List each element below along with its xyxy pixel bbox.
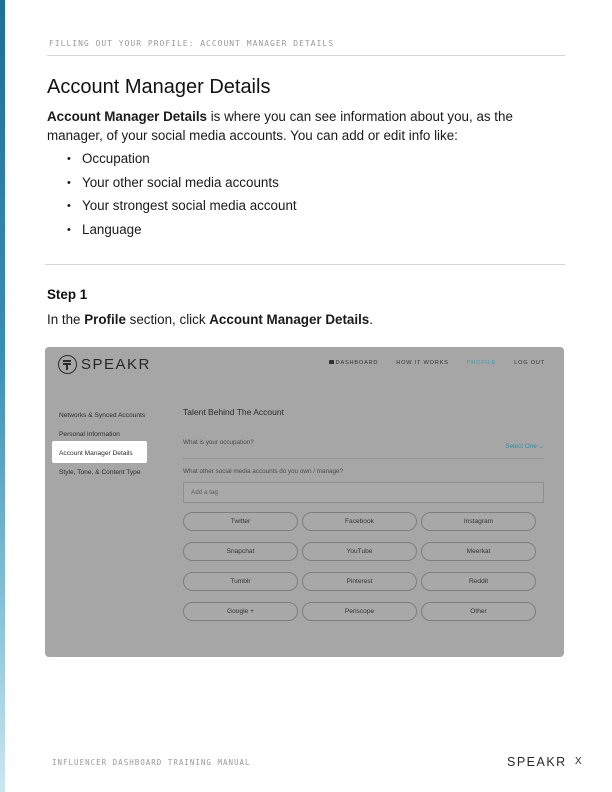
- nav-how-it-works[interactable]: HOW IT WORKS: [396, 360, 449, 366]
- content-title: Talent Behind The Account: [183, 407, 284, 417]
- nav-dashboard[interactable]: [329, 360, 379, 366]
- add-tag-placeholder: Add a tag: [191, 489, 218, 496]
- home-icon: [329, 360, 334, 364]
- speakr-logo-icon: [58, 355, 77, 374]
- section-title: Account Manager Details: [47, 76, 271, 98]
- sidebar-item-personal-info[interactable]: Personal Information: [59, 431, 120, 438]
- page-edge-bar: [0, 0, 5, 792]
- step-title: Step 1: [47, 287, 88, 302]
- profile-sidebar: [59, 411, 145, 487]
- network-button-meerkat[interactable]: Meerkat: [421, 542, 536, 561]
- network-button-google-plus[interactable]: Google +: [183, 602, 298, 621]
- intro-text: is where you can see information about you, as the manager, of your social media accounts. You can add or edit info like:: [47, 109, 513, 143]
- speakr-logo[interactable]: [58, 355, 151, 374]
- footer-title: INFLUENCER DASHBOARD TRAINING MANUAL: [52, 758, 251, 767]
- network-button-tumblr[interactable]: Tumblr: [183, 572, 298, 591]
- occupation-field-line: [183, 458, 544, 459]
- step-bold-profile: Profile: [84, 312, 126, 327]
- footer-brand-logo: SPEAKR: [507, 755, 567, 769]
- list-item: • Language: [67, 221, 297, 245]
- nav-log-out[interactable]: LOG OUT: [514, 360, 545, 366]
- list-item: • Your strongest social media account: [67, 197, 297, 221]
- network-button-facebook[interactable]: Facebook: [302, 512, 417, 531]
- accounts-question: What other social media accounts do you own / manage?: [183, 468, 343, 475]
- speakr-logo-text: SPEAKR: [81, 356, 151, 373]
- nav-profile[interactable]: PROFILE: [466, 360, 497, 366]
- network-button-other[interactable]: Other: [421, 602, 536, 621]
- section-divider: [45, 264, 565, 265]
- step-text-post: .: [369, 312, 373, 327]
- network-button-twitter[interactable]: Twitter: [183, 512, 298, 531]
- app-screenshot: [45, 347, 564, 657]
- list-item: • Your other social media accounts: [67, 174, 297, 198]
- network-button-youtube[interactable]: YouTube: [302, 542, 417, 561]
- top-navigation: [329, 360, 545, 366]
- occupation-select[interactable]: Select One ⌄: [505, 443, 544, 450]
- running-head: FILLING OUT YOUR PROFILE: ACCOUNT MANAGER DETAILS: [49, 39, 335, 48]
- step-instruction: [47, 312, 373, 327]
- sidebar-item-account-manager-details[interactable]: Account Manager Details: [59, 450, 133, 457]
- list-item: • Occupation: [67, 150, 297, 174]
- sidebar-item-style-tone[interactable]: Style, Tone, & Content Type: [59, 469, 141, 476]
- page-number: X: [575, 756, 582, 767]
- step-bold-amd: Account Manager Details: [209, 312, 370, 327]
- network-button-periscope[interactable]: Periscope: [302, 602, 417, 621]
- intro-paragraph: [47, 107, 557, 145]
- network-button-instagram[interactable]: Instagram: [421, 512, 536, 531]
- sidebar-item-networks[interactable]: Networks & Synced Accounts: [59, 412, 146, 419]
- occupation-question: What is your occupation?: [183, 439, 254, 446]
- header-divider: [47, 55, 565, 56]
- intro-bold: Account Manager Details: [47, 109, 207, 124]
- add-tag-input[interactable]: [183, 482, 544, 503]
- step-text-pre: In the: [47, 312, 85, 327]
- feature-list: [67, 150, 297, 245]
- network-button-pinterest[interactable]: Pinterest: [302, 572, 417, 591]
- network-button-reddit[interactable]: Reddit: [421, 572, 536, 591]
- nav-dashboard-label: DASHBOARD: [335, 360, 379, 366]
- step-text-mid: section, click: [125, 312, 210, 327]
- network-button-snapchat[interactable]: Snapchat: [183, 542, 298, 561]
